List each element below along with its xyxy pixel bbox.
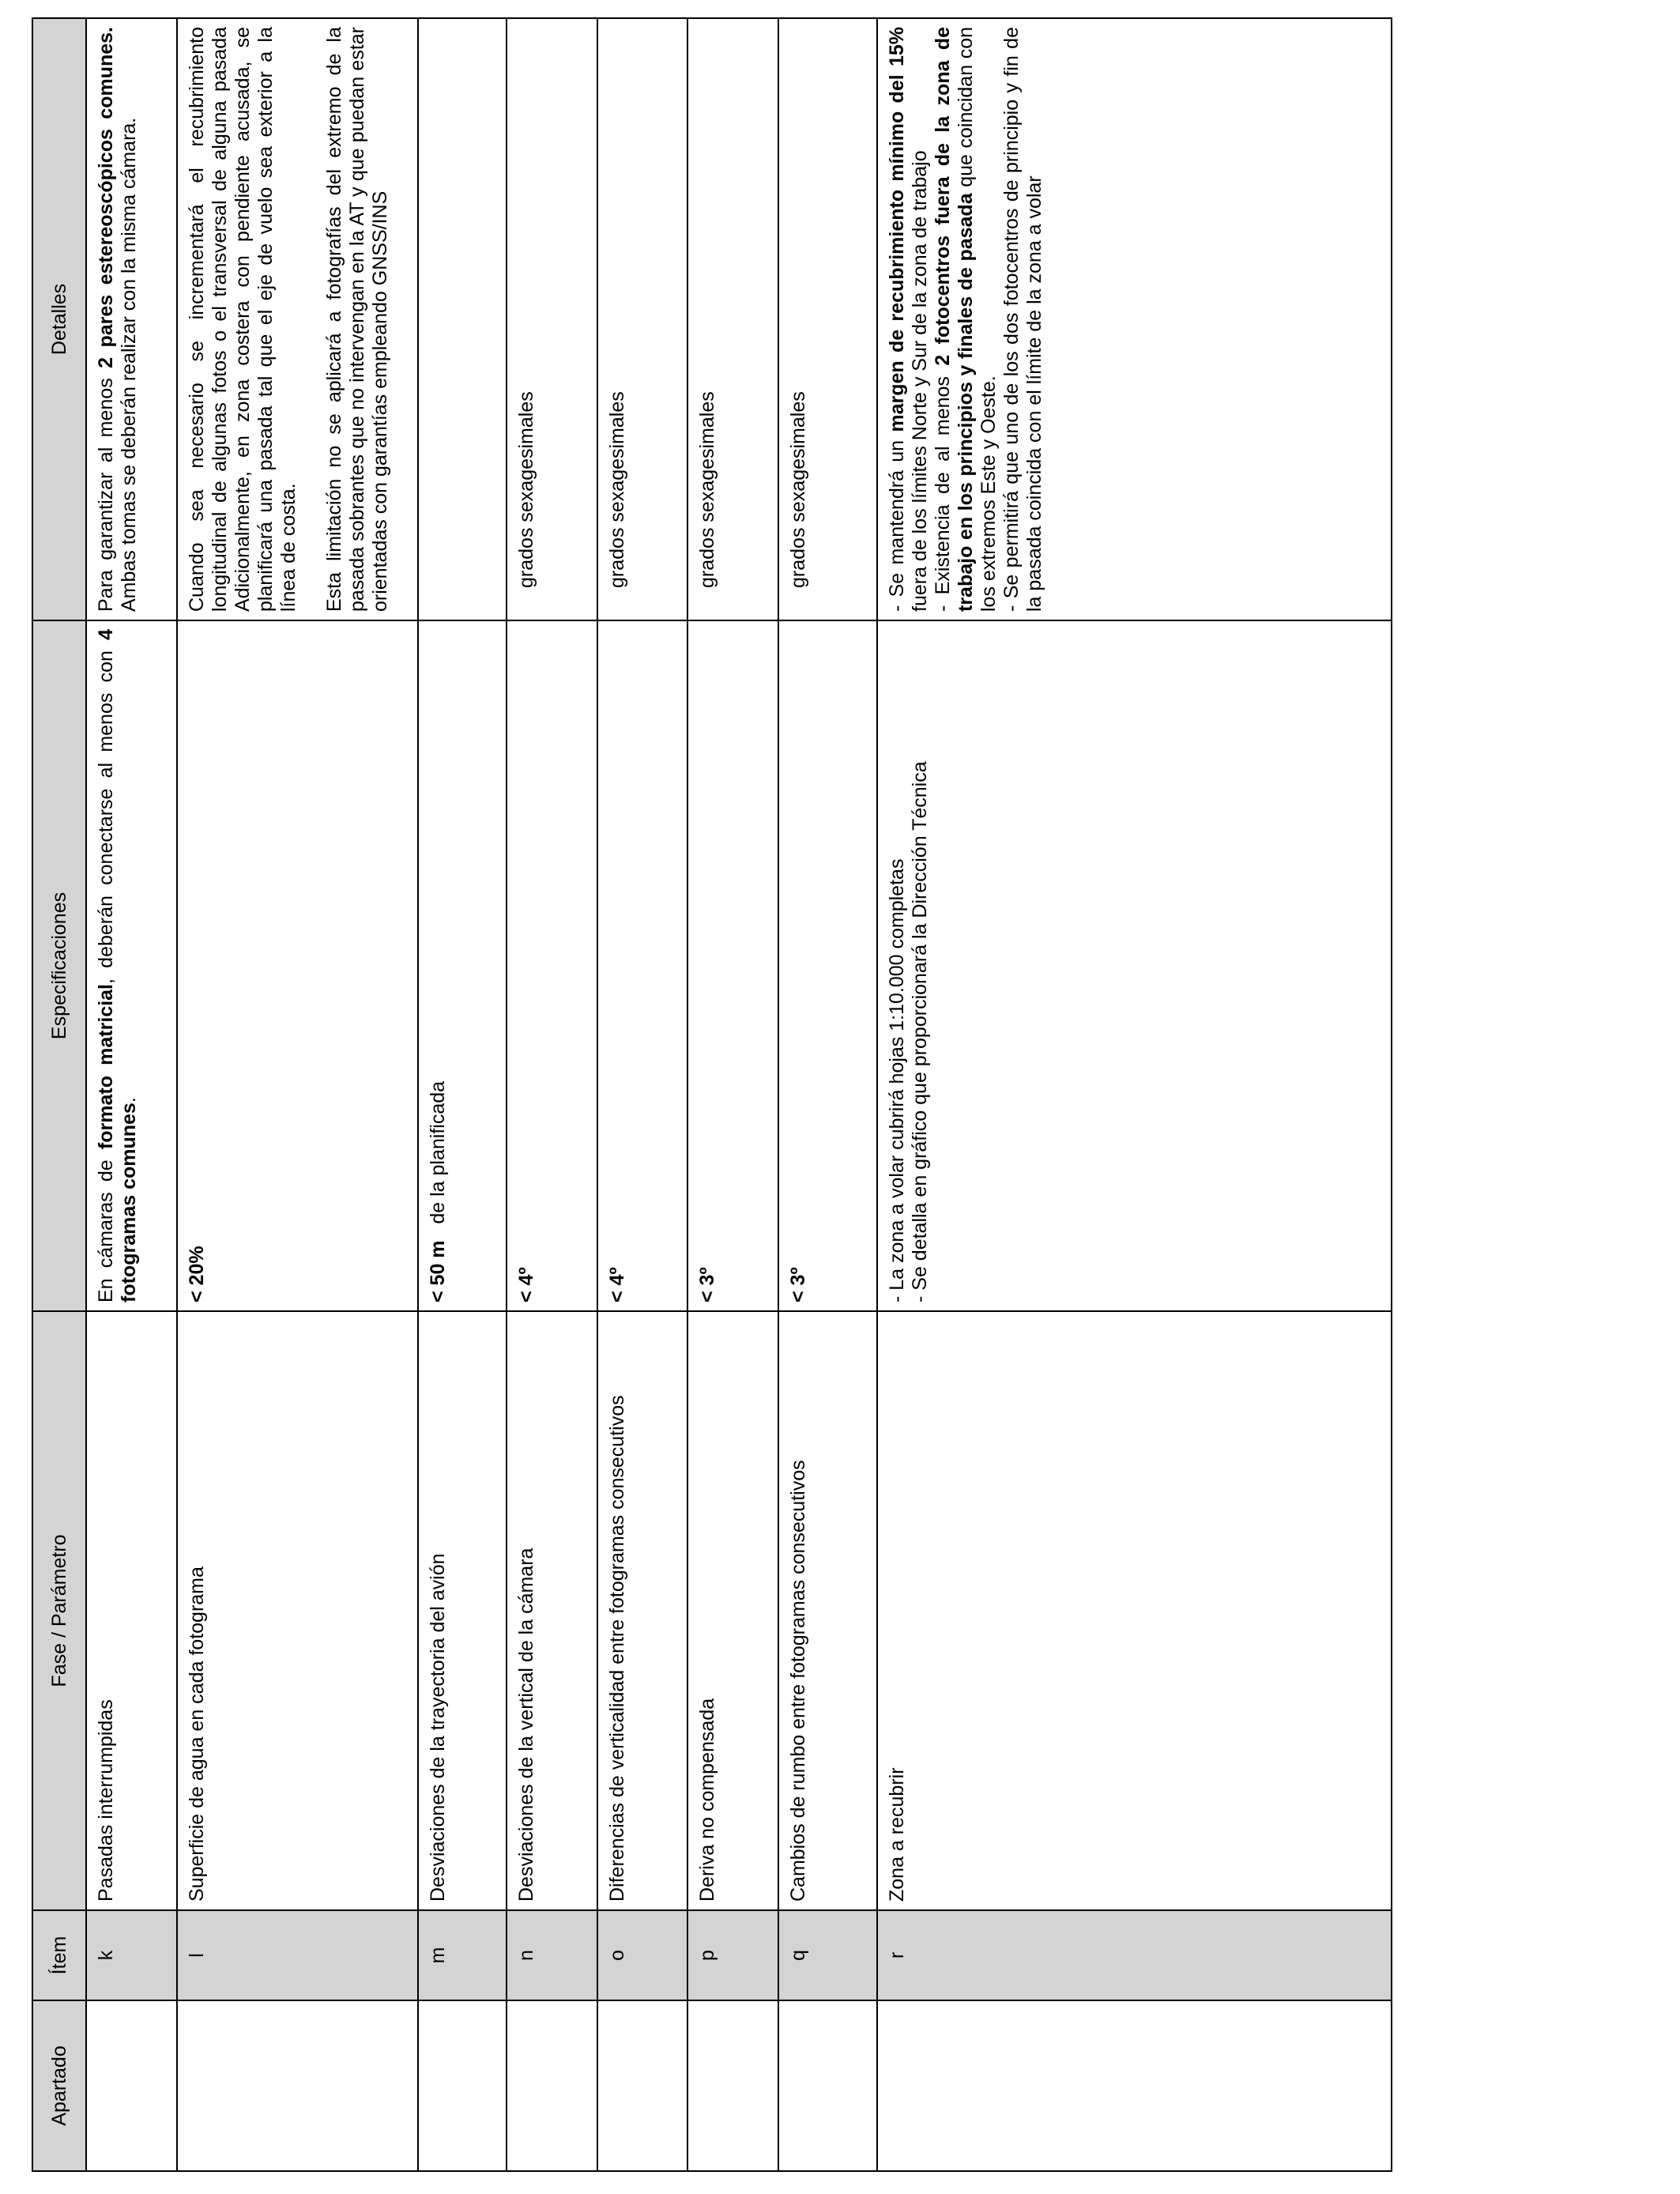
item-cell: l <box>177 1910 418 2000</box>
parametro-cell: Deriva no compensada <box>687 1311 778 1910</box>
item-cell: k <box>86 1910 177 2000</box>
item-cell: q <box>778 1910 877 2000</box>
detalles-line: - Existencia de al menos 2 fotocentros fuera de la zona de trabajo en los principios y finales de pasada que coincidan con los extremos Este y Oeste. <box>932 26 1000 612</box>
header-especificaciones: Especificaciones <box>32 620 86 1311</box>
parametro-cell: Diferencias de verticalidad entre fotogramas consecutivos <box>597 1311 687 1910</box>
apartado-cell <box>86 2000 177 2171</box>
spec-line: - Se detalla en gráfico que proporcionará la Dirección Técnica <box>909 761 931 1302</box>
apartado-cell <box>687 2000 778 2171</box>
rotated-table-container <box>32 19 1392 2172</box>
parametro-cell: Zona a recubrir <box>877 1311 1392 1910</box>
header-detalles: Detalles <box>32 18 86 620</box>
table-row <box>877 18 1392 2171</box>
apartado-cell <box>597 2000 687 2171</box>
detalles-cell <box>418 18 507 620</box>
spec-cell <box>877 620 1392 1311</box>
detalles-cell: grados sexagesimales <box>597 18 687 620</box>
table-row <box>687 18 778 2171</box>
detalles-line: - Se permitirá que uno de los dos fotocentros de principio y fin de la pasada coincida con el límite de la zona a volar <box>1000 27 1045 612</box>
item-cell: n <box>507 1910 597 2000</box>
detalles-paragraph: Cuando sea necesario se incrementará el recubrimiento longitudinal de algunas fotos o el transversal de alguna pasada Adicionalmente, en zona costera con pendiente acusada, se planificará una pasada tal que el eje de vuelo sea exterior a la línea de costa. <box>186 27 299 612</box>
table-row <box>507 18 597 2171</box>
table-row <box>597 18 687 2171</box>
spec-cell: < 3º <box>778 620 877 1311</box>
detalles-cell <box>177 18 418 620</box>
specifications-table <box>32 17 1392 2172</box>
parametro-cell: Desviaciones de la trayectoria del avión <box>418 1311 507 1910</box>
table-row <box>418 18 507 2171</box>
spec-cell: < 4º <box>507 620 597 1311</box>
detalles-cell <box>877 18 1392 620</box>
table-row <box>778 18 877 2171</box>
detalles-cell: grados sexagesimales <box>778 18 877 620</box>
parametro-cell: Desviaciones de la vertical de la cámara <box>507 1311 597 1910</box>
header-fase-parametro: Fase / Parámetro <box>32 1311 86 1910</box>
apartado-cell <box>418 2000 507 2171</box>
parametro-cell: Pasadas interrumpidas <box>86 1311 177 1910</box>
spec-cell: < 3º <box>687 620 778 1311</box>
parametro-cell: Superficie de agua en cada fotograma <box>177 1311 418 1910</box>
apartado-cell <box>778 2000 877 2171</box>
item-cell: m <box>418 1910 507 2000</box>
detalles-cell: grados sexagesimales <box>507 18 597 620</box>
item-cell: o <box>597 1910 687 2000</box>
table-row <box>177 18 418 2171</box>
detalles-line: - Se mantendrá un margen de recubrimiento mínimo del 15% fuera de los límites Norte y Sur de la zona de trabajo <box>886 27 931 612</box>
spec-cell: < 4º <box>597 620 687 1311</box>
spec-cell: En cámaras de formato matricial, deberán conectarse al menos con 4 fotogramas comunes. <box>86 620 177 1311</box>
table-row <box>86 18 177 2171</box>
detalles-cell: grados sexagesimales <box>687 18 778 620</box>
spec-cell: < 20% <box>177 620 418 1311</box>
header-apartado: Apartado <box>32 2000 86 2171</box>
apartado-cell <box>177 2000 418 2171</box>
header-row <box>32 18 86 2171</box>
header-item: Ítem <box>32 1910 86 2000</box>
apartado-cell <box>507 2000 597 2171</box>
detalles-paragraph: Esta limitación no se aplicará a fotografías del extremo de la pasada sobrantes que no intervengan en la AT y que puedan estar orientadas con garantías empleando GNSS/INS <box>323 27 391 612</box>
apartado-cell <box>877 2000 1392 2171</box>
detalles-cell: Para garantizar al menos 2 pares estereoscópicos comunes. Ambas tomas se deberán realizar con la misma cámara. <box>86 18 177 620</box>
parametro-cell: Cambios de rumbo entre fotogramas consecutivos <box>778 1311 877 1910</box>
spec-cell: < 50 m de la planificada <box>418 620 507 1311</box>
item-cell: p <box>687 1910 778 2000</box>
spec-line: - La zona a volar cubrirá hojas 1:10.000 completas <box>886 858 908 1302</box>
item-cell: r <box>877 1910 1392 2000</box>
